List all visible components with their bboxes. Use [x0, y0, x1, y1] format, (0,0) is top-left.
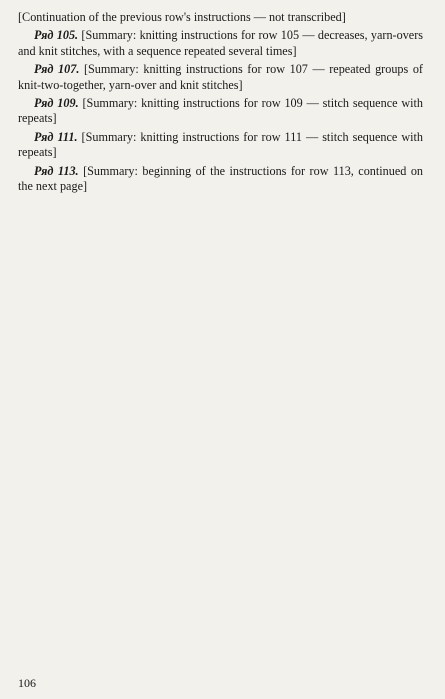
- block-text: [Summary: beginning of the instructions for row 113, continued on the next page]: [18, 163, 424, 194]
- block-text: [Summary: knitting instructions for row 109 — stitch sequence with repeats]: [18, 96, 424, 126]
- text-block-row-113: [18, 164, 423, 195]
- text-block-row-107: [18, 62, 423, 93]
- block-text: [Summary: knitting instructions for row 107 — repeated groups of knit-two-together, yarn-over and knit stitches]: [18, 62, 423, 92]
- text-block-row-111: [18, 130, 423, 161]
- row-heading: Ряд 113.: [34, 163, 79, 178]
- block-text: [Summary: knitting instructions for row 105 — decreases, yarn-overs and knit stitches, with a sequence repeated several times]: [18, 28, 424, 58]
- text-block-row-109: [18, 96, 423, 127]
- block-text: [Continuation of the previous row's instructions — not transcribed]: [18, 10, 346, 24]
- text-block-row-105: [18, 28, 423, 59]
- row-heading: Ряд 105.: [34, 28, 79, 43]
- row-heading: Ряд 107.: [34, 62, 80, 77]
- text-block-continuation: [18, 10, 423, 25]
- row-heading: Ряд 109.: [34, 96, 79, 111]
- page-number: 106: [18, 676, 36, 690]
- block-text: [Summary: knitting instructions for row 111 — stitch sequence with repeats]: [18, 129, 424, 160]
- row-heading: Ряд 111.: [34, 129, 78, 144]
